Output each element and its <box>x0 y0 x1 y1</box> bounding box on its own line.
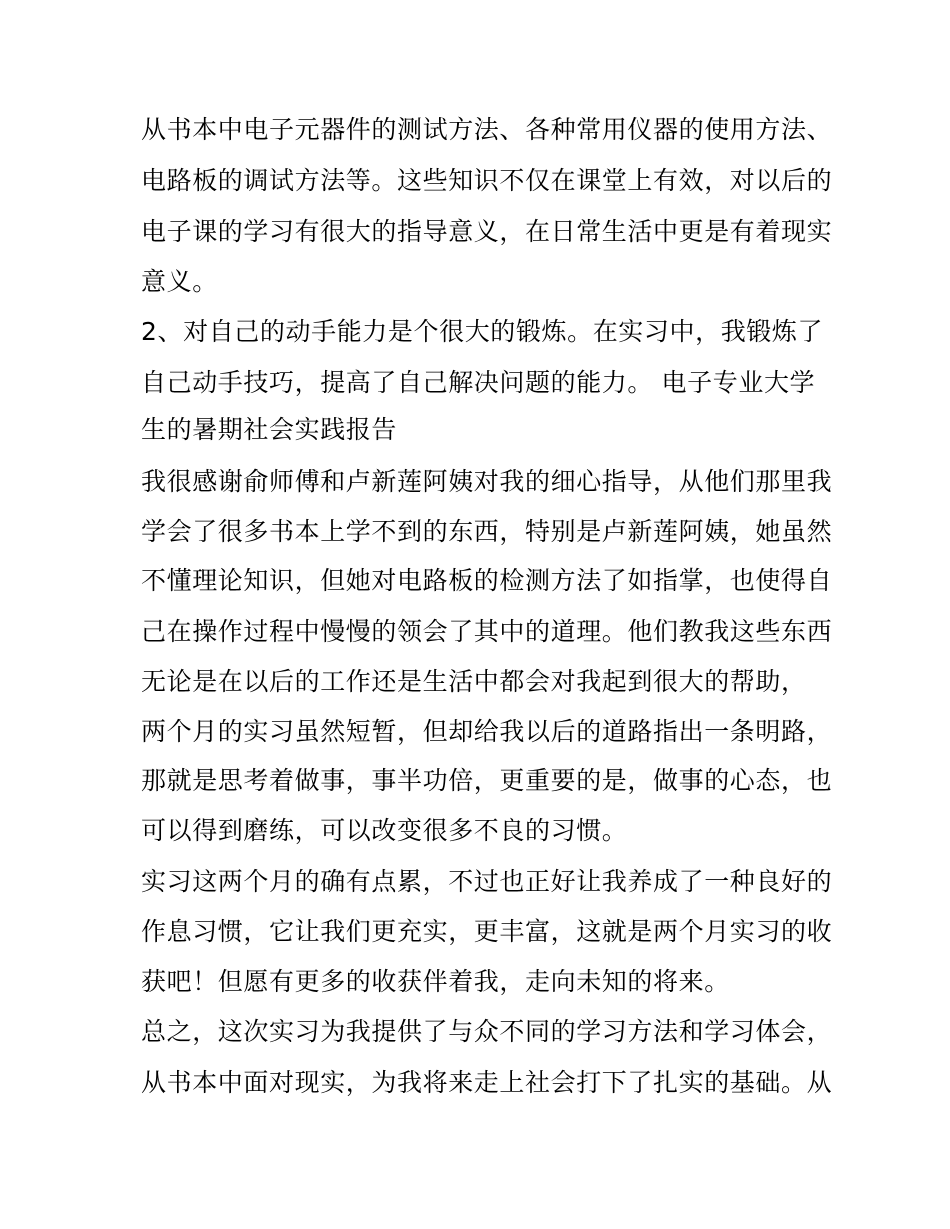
text-line: 那就是思考着做事，事半功倍，更重要的是，做事的心态，也 <box>141 766 833 795</box>
text-line: 实习这两个月的确有点累，不过也正好让我养成了一种良好的 <box>141 867 833 896</box>
text-line: 自己动手技巧，提高了自己解决问题的能力。 电子专业大学 <box>141 368 816 397</box>
text-line: 2、对自己的动手能力是个很大的锻炼。在实习中，我锻炼了 <box>141 317 824 346</box>
text-line: 作息习惯，它让我们更充实，更丰富，这就是两个月实习的收 <box>141 917 833 946</box>
text-line: 两个月的实习虽然短暂，但却给我以后的道路指出一条明路， <box>141 717 833 746</box>
text-line: 意义。 <box>141 267 218 296</box>
text-line: 不懂理论知识，但她对电路板的检测方法了如指掌，也使得自 <box>141 566 833 595</box>
text-line: 己在操作过程中慢慢的领会了其中的道理。他们教我这些东西 <box>141 617 833 646</box>
text-line: 电子课的学习有很大的指导意义，在日常生活中更是有着现实 <box>141 217 833 246</box>
text-line: 电路板的调试方法等。这些知识不仅在课堂上有效，对以后的 <box>141 166 833 195</box>
text-line: 从书本中电子元器件的测试方法、各种常用仪器的使用方法、 <box>141 115 833 144</box>
text-line: 我很感谢俞师傅和卢新莲阿姨对我的细心指导，从他们那里我 <box>141 467 833 496</box>
text-line: 生的暑期社会实践报告 <box>141 415 398 444</box>
text-line: 获吧！但愿有更多的收获伴着我，走向未知的将来。 <box>141 967 730 996</box>
text-line: 无论是在以后的工作还是生活中都会对我起到很大的帮助， <box>141 667 807 696</box>
text-line: 可以得到磨练，可以改变很多不良的习惯。 <box>141 816 628 845</box>
text-line: 总之，这次实习为我提供了与众不同的学习方法和学习体会， <box>141 1017 833 1046</box>
text-line: 学会了很多书本上学不到的东西，特别是卢新莲阿姨，她虽然 <box>141 517 833 546</box>
text-line: 从书本中面对现实，为我将来走上社会打下了扎实的基础。从 <box>141 1068 833 1097</box>
